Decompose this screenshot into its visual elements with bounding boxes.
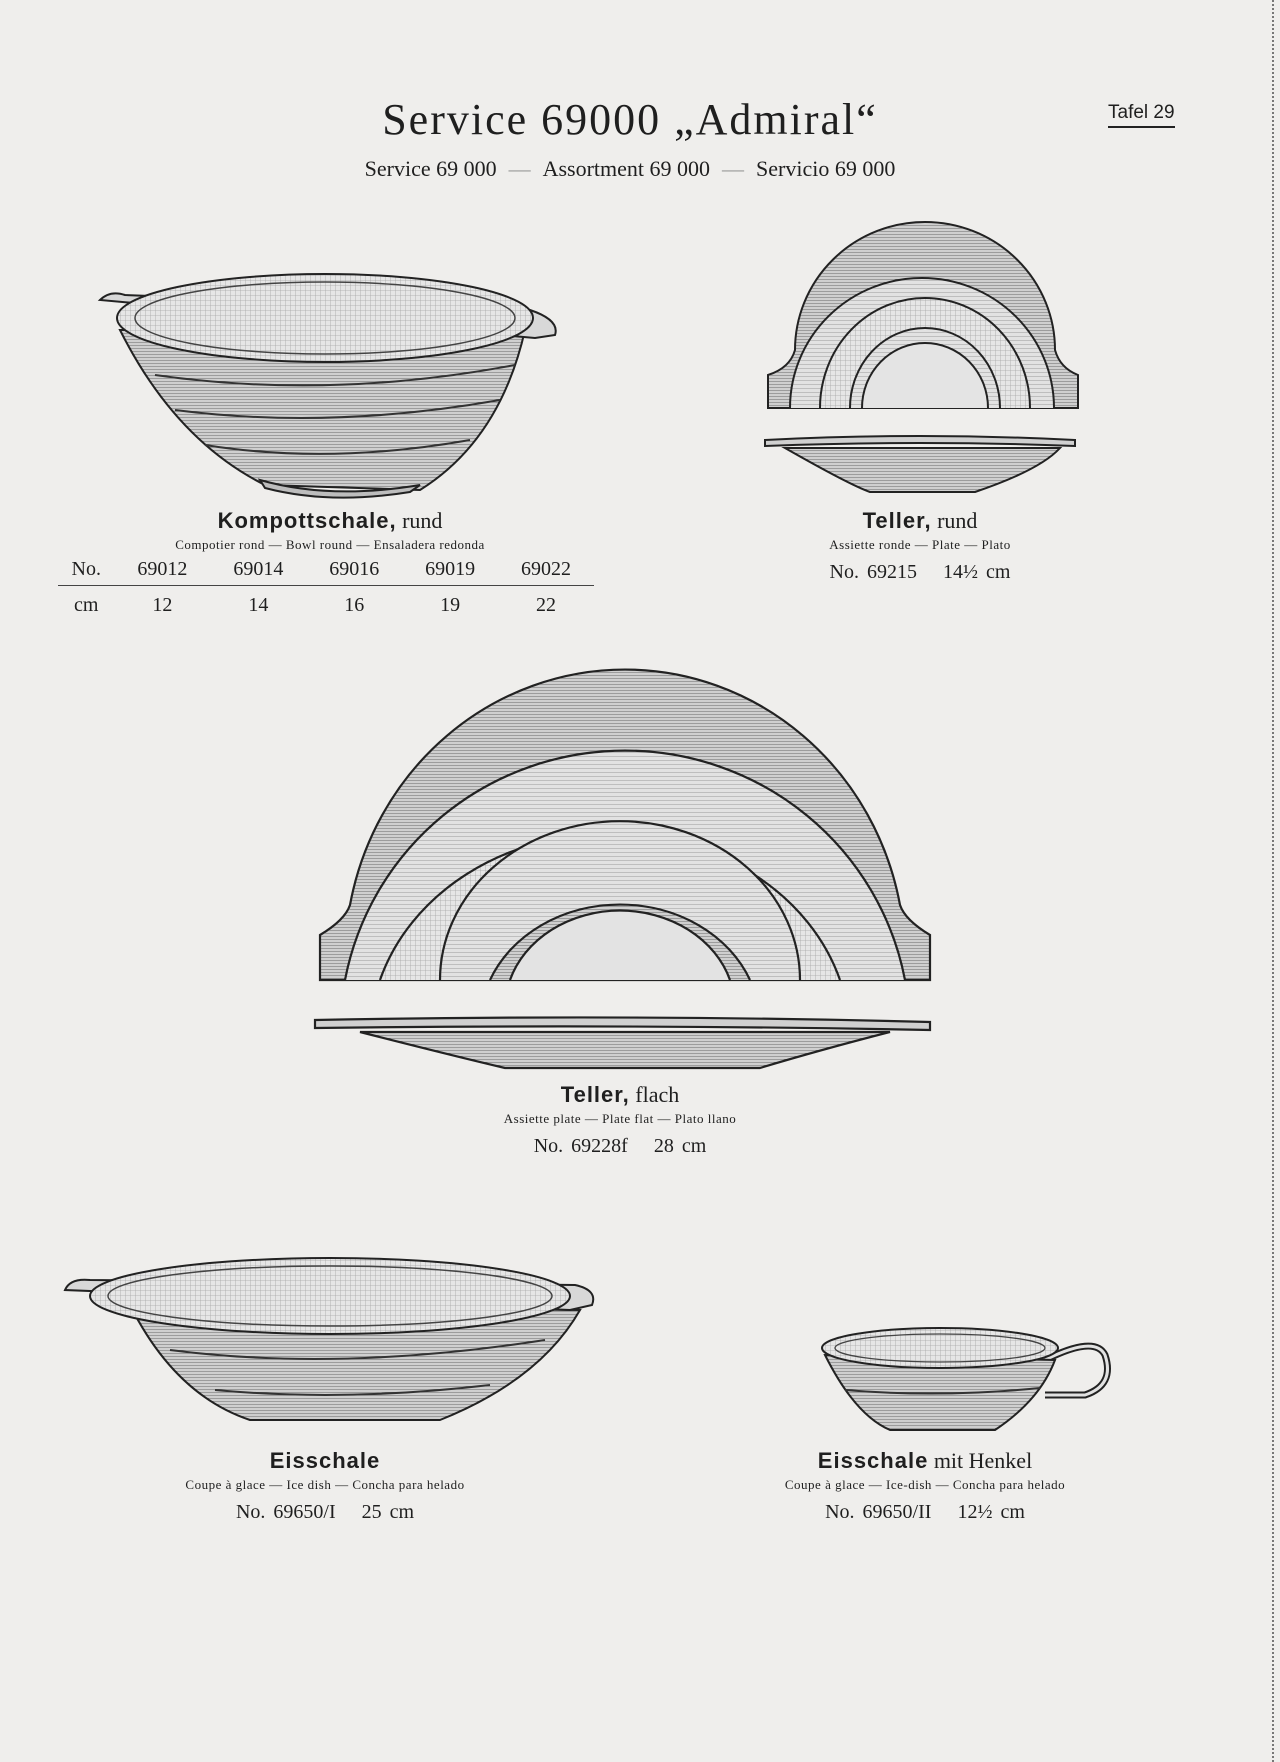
table-cell: 69016 <box>306 556 402 586</box>
item-qualifier: flach <box>635 1082 680 1107</box>
subtitle-separator: — <box>508 156 531 181</box>
subtitle-separator: — <box>722 156 745 181</box>
item-name: Eisschale <box>269 1448 381 1473</box>
row-label: cm <box>74 594 99 616</box>
item-name-line <box>130 1448 520 1474</box>
caption-round-plate <box>760 508 1080 584</box>
table-cell: 69012 <box>114 556 210 586</box>
table-cell: 19 <box>440 594 461 616</box>
caption-flat-plate <box>430 1082 810 1158</box>
table-cell: 22 <box>536 594 557 616</box>
item-name-line <box>430 1082 810 1108</box>
item-name: Teller, <box>862 508 932 533</box>
item-qualifier: rund <box>937 508 978 533</box>
item-translations: Assiette plate — Plate flat — Plato llano <box>503 1111 737 1126</box>
item-number-line <box>735 1501 1115 1524</box>
item-qualifier: mit Henkel <box>933 1448 1033 1473</box>
item-translations: Compotier rond — Bowl round — Ensaladera redonda <box>175 537 485 552</box>
page-title: Service 69000 „Admiral“ <box>382 95 878 144</box>
compote-bowl-illustration <box>100 274 556 498</box>
item-name-line <box>735 1448 1115 1474</box>
item-number: No. 69650/I <box>235 1501 336 1523</box>
compote-sizes-table <box>58 556 594 619</box>
table-cell: 69014 <box>210 556 306 586</box>
item-size: 28 cm <box>653 1135 707 1157</box>
item-number: No. 69228f <box>533 1135 628 1157</box>
item-number-line <box>130 1501 520 1524</box>
row-label: No. <box>58 556 114 586</box>
caption-ice-dish <box>130 1448 520 1524</box>
item-number-line <box>430 1135 810 1158</box>
subtitle-spanish: Servicio 69 000 <box>756 156 896 181</box>
item-number-line <box>760 561 1080 584</box>
item-qualifier: rund <box>402 508 443 533</box>
item-name: Teller, <box>560 1082 630 1107</box>
item-size: 12½ cm <box>957 1501 1025 1523</box>
table-cell: 12 <box>152 594 173 616</box>
item-number: No. 69215 <box>829 561 917 583</box>
item-number: No. 69650/II <box>825 1501 932 1523</box>
item-translations: Coupe à glace — Ice-dish — Concha para helado <box>784 1477 1066 1492</box>
table-cell: 14 <box>248 594 269 616</box>
round-plate-illustration <box>765 222 1078 492</box>
table-row-cm <box>58 586 594 620</box>
item-name-line <box>760 508 1080 534</box>
flat-plate-illustration <box>315 670 930 1068</box>
table-cell: 69019 <box>402 556 498 586</box>
item-name: Eisschale <box>817 1448 929 1473</box>
table-row-numbers <box>58 556 594 586</box>
subtitle-english: Assortment 69 000 <box>542 156 711 181</box>
ice-dish-with-handle-illustration <box>822 1328 1108 1430</box>
item-size: 25 cm <box>361 1501 415 1523</box>
subtitle-german: Service 69 000 <box>364 156 497 181</box>
item-name: Kompottschale, <box>217 508 397 533</box>
ice-dish-illustration <box>65 1258 593 1420</box>
caption-compote-bowl <box>120 508 540 553</box>
table-cell: 69022 <box>498 556 594 586</box>
plate-number: Tafel 29 <box>1108 102 1175 128</box>
item-name-line <box>120 508 540 534</box>
item-translations: Coupe à glace — Ice dish — Concha para helado <box>185 1477 465 1492</box>
item-translations: Assiette ronde — Plate — Plato <box>829 537 1011 552</box>
caption-ice-dish-with-handle <box>735 1448 1115 1524</box>
table-cell: 16 <box>344 594 365 616</box>
item-size: 14½ cm <box>943 561 1011 583</box>
